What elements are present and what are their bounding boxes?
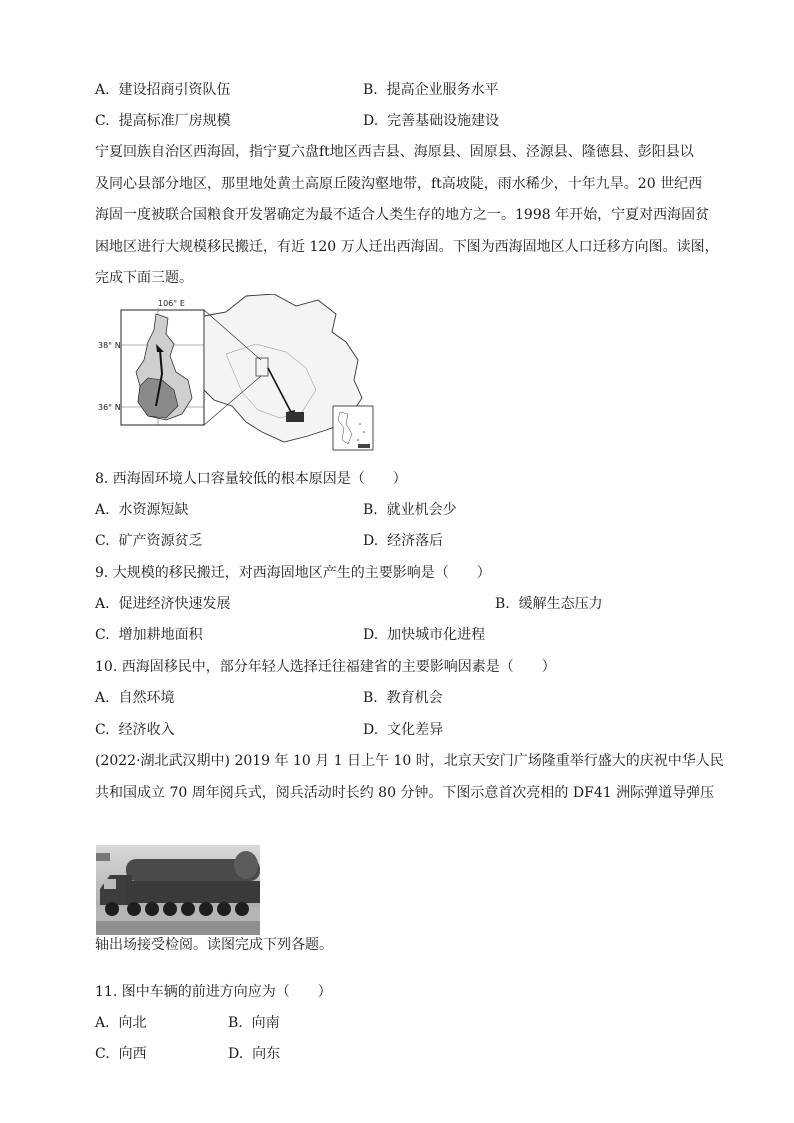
passage-line: 轴出场接受检阅。读图完成下列各题。 (95, 937, 333, 953)
passage-line: 共和国成立 70 周年阅兵式，阅兵活动时长约 80 分钟。下图示意首次亮相的 DF41 洲际弹道导弹压 (95, 785, 715, 801)
south-china-sea-inset (333, 406, 373, 450)
passage-line: 困地区进行大规模移民搬迁，有近 120 万人迁出西海固。下图为西海固地区人口迁移方向图。读图， (95, 239, 719, 255)
q9-option-d: D. 加快城市化进程 (363, 627, 486, 643)
q8-option-c: C. 矿产资源贫乏 (95, 533, 203, 549)
fujian-marker (286, 412, 304, 422)
label-36n: 36° N (98, 403, 121, 412)
q11-option-c: C. 向西 (95, 1046, 147, 1062)
q10-option-c: C. 经济收入 (95, 722, 175, 738)
vehicle-chassis (126, 881, 260, 903)
question-8-stem: 8. 西海固环境人口容量较低的根本原因是（ ） (95, 471, 407, 487)
q10-option-d: D. 文化差异 (363, 722, 444, 738)
passage-line: 完成下面三题。 (95, 270, 193, 286)
q8-option-b: B. 就业机会少 (363, 502, 457, 518)
option-a: A. 建设招商引资队伍 (95, 82, 231, 98)
migration-map (96, 294, 381, 454)
q10-option-b: B. 教育机会 (363, 690, 443, 706)
q11-option-d: D. 向东 (228, 1046, 281, 1062)
option-b: B. 提高企业服务水平 (363, 82, 499, 98)
passage-line: 海固一度被联合国粮食开发署确定为最不适合人类生存的地方之一。1998 年开始，宁夏对西海固贫 (95, 207, 710, 223)
missile-vehicle-photo (96, 845, 260, 935)
q11-option-a: A. 向北 (95, 1015, 147, 1031)
passage-line: 宁夏回族自治区西海固，指宁夏六盘ft地区西吉县、海原县、固原县、泾源县、隆德县、彭阳县以 (95, 144, 694, 160)
question-10-stem: 10. 西海固移民中，部分年轻人选择迁往福建省的主要影响因素是（ ） (95, 659, 556, 675)
q9-option-a: A. 促进经济快速发展 (95, 596, 231, 612)
option-d: D. 完善基础设施建设 (363, 113, 500, 129)
passage-line: (2022·湖北武汉期中) 2019 年 10 月 1 日上午 10 时，北京天安门广场隆重举行盛大的庆祝中华人民 (95, 753, 724, 769)
q9-option-c: C. 增加耕地面积 (95, 627, 203, 643)
q8-option-a: A. 水资源短缺 (95, 502, 189, 518)
label-38n: 38° N (98, 341, 121, 350)
passage-line: 及同心县部分地区，那里地处黄土高原丘陵沟壑地带，ft高坡陡，雨水稀少，十年九旱。20 世纪西 (95, 176, 703, 192)
question-9-stem: 9. 大规模的移民搬迁，对西海固地区产生的主要影响是（ ） (95, 565, 491, 581)
q8-option-d: D. 经济落后 (363, 533, 444, 549)
question-11-stem: 11. 图中车辆的前进方向应为（ ） (95, 984, 332, 1000)
q10-option-a: A. 自然环境 (95, 690, 175, 706)
option-c: C. 提高标准厂房规模 (95, 113, 231, 129)
q9-option-b: B. 缓解生态压力 (495, 596, 603, 612)
q11-option-b: B. 向南 (228, 1015, 280, 1031)
label-106e: 106° E (158, 299, 185, 308)
